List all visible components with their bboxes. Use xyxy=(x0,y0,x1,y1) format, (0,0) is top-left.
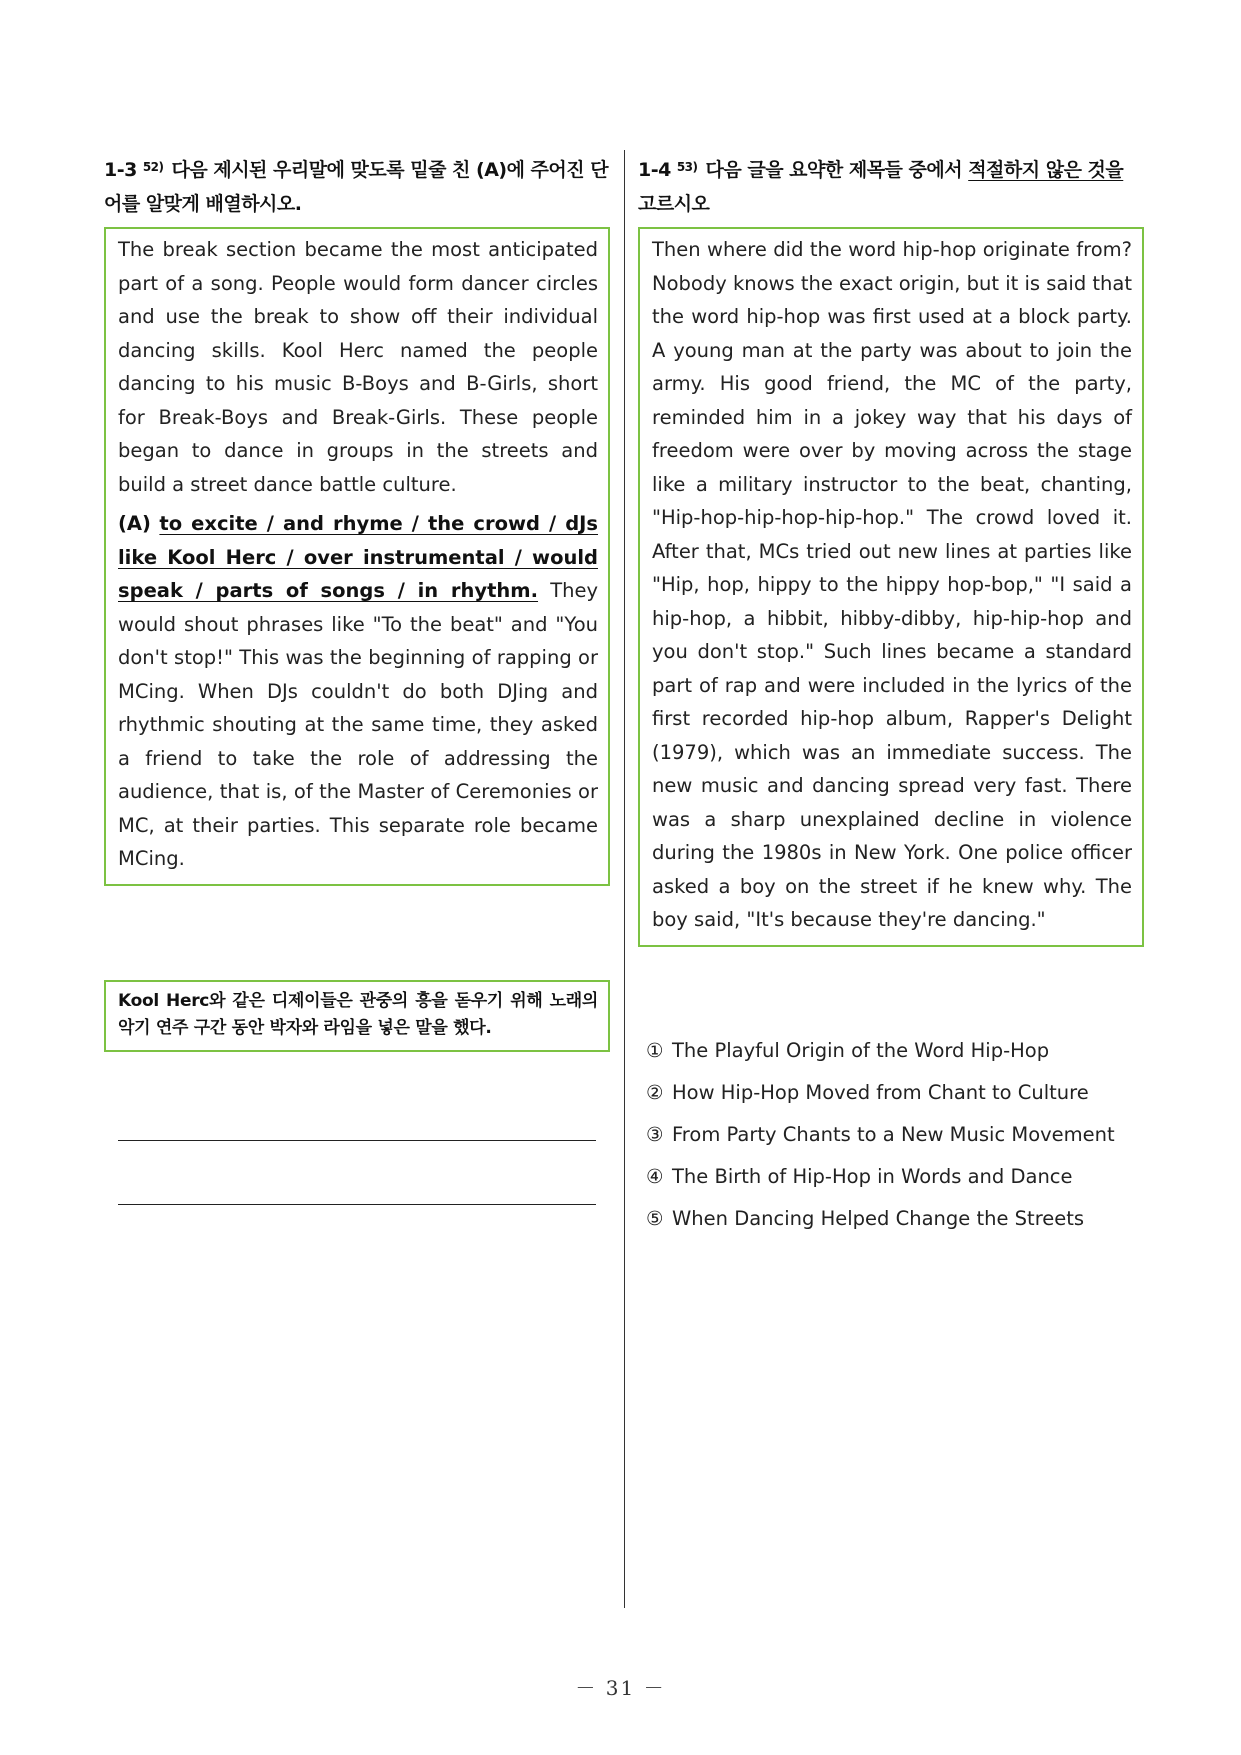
option-marker: ④ xyxy=(646,1165,664,1188)
question-1-3-title xyxy=(104,150,610,221)
option-text: The Playful Origin of the Word Hip-Hop xyxy=(672,1039,1050,1062)
answer-line[interactable] xyxy=(118,1204,596,1205)
passage-paragraph: The break section became the most anticipated part of a song. People would form dancer circles and use the break to show off their individual dancing skills. Kool Herc named the people dancing to his music B-Boys and B-Girls, short for Break-Boys and Break-Girls. These people began to dance in groups in the streets and build a street dance battle culture. xyxy=(118,238,598,496)
question-number: 1-3 xyxy=(104,159,137,181)
passage-paragraph xyxy=(118,507,598,876)
page-number: － 31 － xyxy=(575,1676,666,1700)
question-1-3 xyxy=(104,150,610,886)
option-text: From Party Chants to a New Music Movement xyxy=(672,1123,1115,1146)
answer-option[interactable] xyxy=(646,1072,1146,1114)
option-marker: ③ xyxy=(646,1123,664,1146)
underlined-scrambled-words: to excite / and rhyme / the crowd / dJs like Kool Herc / over instrumental / would speak / parts of songs / in rhythm. xyxy=(118,512,599,602)
question-1-4-title xyxy=(638,150,1144,221)
answer-option[interactable] xyxy=(646,1030,1146,1072)
answer-line[interactable] xyxy=(118,1140,596,1141)
answer-option[interactable] xyxy=(646,1114,1146,1156)
question-1-4 xyxy=(638,150,1144,947)
answer-option[interactable] xyxy=(646,1156,1146,1198)
passage-continuation: They would shout phrases like "To the beat" and "You don't stop!" This was the beginning of rapping or MCing. When DJs couldn't do both DJing and rhythmic shouting at the same time, they asked a friend to take the role of addressing the audience, that is, of the Master of Ceremonies or MC, at their parties. This separate role became MCing. xyxy=(118,579,598,870)
korean-hint-box xyxy=(104,980,610,1052)
option-marker: ① xyxy=(646,1039,664,1062)
option-marker: ⑤ xyxy=(646,1207,664,1230)
question-instruction-end: 고르시오 xyxy=(638,193,710,215)
question-instruction: 다음 글을 요약한 제목들 중에서 xyxy=(705,159,969,181)
footnote-marker: 52) xyxy=(142,160,164,174)
passage-box xyxy=(638,227,1144,947)
answer-options xyxy=(646,1030,1146,1240)
passage-paragraph: Then where did the word hip-hop originate from? Nobody knows the exact origin, but it is said that the word hip-hop was first used at a block party. A young man at the party was about to join the army. His good friend, the MC of the party, reminded him in a jokey way that his days of freedom were over by moving across the stage like a military instructor to the beat, chanting, "Hip-hop-hip-hop-hip-hop." The crowd loved it. After that, MCs tried out new lines at parties like "Hip, hop, hippy to the hippy hop-bop," "I said a hip-hop, a hibbit, hibby-dibby, hip-hip-hop and you don't stop." Such lines became a standard part of rap and were included in the lyrics of the first recorded hip-hop album, Rapper's Delight (1979), which was an immediate success. The new music and dancing spread very fast. There was a sharp unexplained decline in violence during the 1980s in New York. One police officer asked a boy on the street if he knew why. The boy said, "It's because they're dancing." xyxy=(652,238,1132,931)
blank-label-a: (A) xyxy=(118,512,151,535)
question-instruction: 다음 제시된 우리말에 맞도록 밑줄 친 (A)에 주어진 단어를 알맞게 배열하시오. xyxy=(104,159,609,215)
korean-hint: Kool Herc와 같은 디제이들은 관중의 흥을 돋우기 위해 노래의 악기 연주 구간 동안 박자와 라임을 넣은 말을 했다. xyxy=(118,991,598,1038)
column-divider xyxy=(624,150,625,1608)
option-marker: ② xyxy=(646,1081,664,1104)
footnote-marker: 53) xyxy=(676,160,698,174)
question-instruction-emphasis: 적절하지 않은 것을 xyxy=(968,159,1124,181)
option-text: How Hip-Hop Moved from Chant to Culture xyxy=(672,1081,1089,1104)
question-number: 1-4 xyxy=(638,159,671,181)
passage-box xyxy=(104,227,610,886)
answer-option[interactable] xyxy=(646,1198,1146,1240)
option-text: When Dancing Helped Change the Streets xyxy=(672,1207,1085,1230)
option-text: The Birth of Hip-Hop in Words and Dance xyxy=(672,1165,1073,1188)
